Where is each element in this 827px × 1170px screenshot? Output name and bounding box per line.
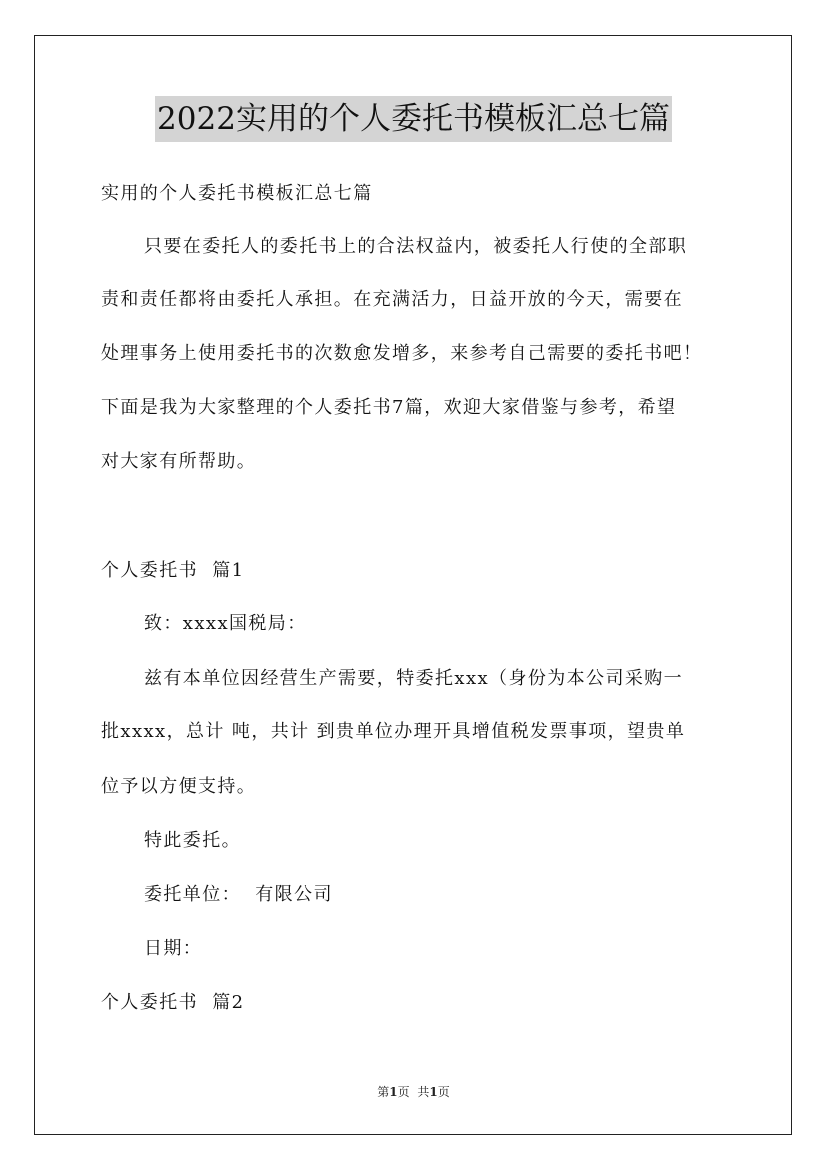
section-1-salutation: 致：xxxx国税局： <box>144 613 307 634</box>
section-1-body-line-2: 批xxxx，总计 吨，共计 到贵单位办理开具增值税发票事项，望贵单 <box>101 721 686 742</box>
section-1-closing: 特此委托。 <box>144 830 241 851</box>
footer-page-suffix: 页 <box>397 1085 410 1099</box>
section-2-heading: 个人委托书 篇2 <box>101 992 245 1013</box>
intro-line-1: 只要在委托人的委托书上的合法权益内，被委托人行使的全部职 <box>144 236 688 257</box>
section-1-body-line-3: 位予以方便支持。 <box>101 776 257 797</box>
section-1-date: 日期： <box>144 938 203 959</box>
document-title <box>0 96 827 142</box>
footer-total-prefix: 共 <box>417 1085 430 1099</box>
intro-line-4: 下面是我为大家整理的个人委托书7篇，欢迎大家借鉴与参考，希望 <box>101 397 677 418</box>
footer-total-suffix: 页 <box>437 1085 450 1099</box>
intro-line-2: 责和责任都将由委托人承担。在充满活力，日益开放的今天，需要在 <box>101 289 683 310</box>
page-footer <box>0 1084 827 1100</box>
footer-page-number: 1 <box>389 1085 398 1099</box>
document-title-text: 2022实用的个人委托书模板汇总七篇 <box>155 96 672 142</box>
intro-line-3: 处理事务上使用委托书的次数愈发增多，来参考自己需要的委托书吧！ <box>101 343 703 364</box>
footer-page-prefix: 第 <box>377 1085 390 1099</box>
section-1-unit: 委托单位： 有限公司 <box>144 884 333 905</box>
footer-total-number: 1 <box>429 1085 438 1099</box>
section-1-heading: 个人委托书 篇1 <box>101 560 245 581</box>
intro-line-5: 对大家有所帮助。 <box>101 451 257 472</box>
document-subtitle: 实用的个人委托书模板汇总七篇 <box>101 183 373 204</box>
section-1-body-line-1: 兹有本单位因经营生产需要，特委托xxx（身份为本公司采购一 <box>144 668 684 689</box>
